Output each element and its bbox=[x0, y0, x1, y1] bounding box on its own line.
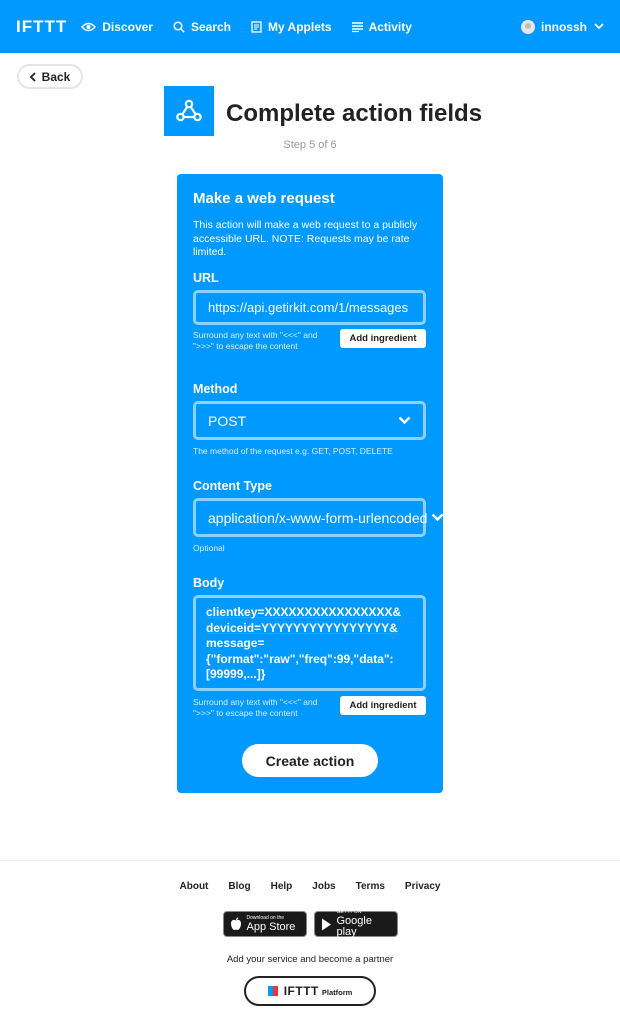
url-input[interactable]: https://api.getirkit.com/1/messages bbox=[193, 290, 426, 325]
body-line: deviceid=YYYYYYYYYYYYYYYY& bbox=[206, 620, 398, 635]
app-store-small-text: Download on the bbox=[246, 914, 285, 921]
footer-links bbox=[0, 881, 620, 892]
body-line: [99999,...]} bbox=[206, 667, 266, 681]
google-play-big-text: Google play bbox=[336, 915, 372, 938]
google-play-icon bbox=[321, 918, 332, 931]
create-action-button[interactable]: Create action bbox=[242, 744, 378, 777]
footer-link-jobs[interactable]: Jobs bbox=[312, 881, 336, 892]
eye-icon bbox=[81, 22, 96, 32]
method-helper-text: The method of the request e.g. GET, POST, DELETE bbox=[193, 446, 393, 456]
content-type-helper-text: Optional bbox=[193, 543, 225, 553]
ifttt-platform-button[interactable] bbox=[244, 976, 376, 1006]
method-label: Method bbox=[193, 382, 238, 396]
content-type-select[interactable] bbox=[193, 498, 426, 537]
back-label: Back bbox=[41, 69, 71, 84]
activity-list-icon bbox=[352, 22, 363, 32]
username: innossh bbox=[540, 19, 587, 34]
app-store-big-text: App Store bbox=[246, 920, 296, 933]
body-add-ingredient-button[interactable]: Add ingredient bbox=[340, 696, 426, 715]
ifttt-logo[interactable]: IFTTT bbox=[16, 16, 68, 36]
action-fields-card bbox=[177, 174, 443, 793]
body-line: {"format":"raw","freq":99,"data": bbox=[206, 651, 394, 666]
body-textarea[interactable] bbox=[193, 595, 426, 691]
platform-name: IFTTT bbox=[283, 984, 319, 998]
avatar bbox=[521, 20, 535, 34]
footer-link-help[interactable]: Help bbox=[270, 881, 293, 892]
nav-discover[interactable] bbox=[81, 20, 153, 34]
nav-discover-label: Discover bbox=[102, 19, 153, 34]
nav-activity[interactable] bbox=[352, 20, 412, 34]
ifttt-platform-logo-icon bbox=[268, 986, 278, 996]
partner-text: Add your service and become a partner bbox=[226, 954, 394, 965]
card-description: This action will make a web request to a publicly accessible URL. NOTE: Requests may be rate limited. bbox=[193, 219, 418, 258]
content-type-label: Content Type bbox=[193, 479, 272, 493]
footer-link-terms[interactable]: Terms bbox=[355, 881, 385, 892]
footer-divider bbox=[0, 860, 620, 861]
app-badges bbox=[0, 911, 620, 937]
google-play-small-text: GET IT ON bbox=[336, 909, 362, 915]
google-play-badge[interactable] bbox=[314, 911, 398, 937]
page-title: Complete action fields bbox=[226, 100, 483, 127]
method-selected-value: POST bbox=[208, 412, 247, 429]
body-label: Body bbox=[193, 576, 225, 590]
search-icon bbox=[173, 21, 185, 33]
footer-link-blog[interactable]: Blog bbox=[228, 881, 251, 892]
content-type-selected-value: application/x-www-form-urlencoded bbox=[208, 509, 428, 526]
footer-link-privacy[interactable]: Privacy bbox=[404, 881, 441, 892]
applets-icon bbox=[251, 21, 262, 33]
body-line: clientkey=XXXXXXXXXXXXXXXX& bbox=[206, 605, 402, 619]
nav-my-applets[interactable] bbox=[251, 20, 332, 34]
card-title: Make a web request bbox=[193, 190, 335, 207]
nav-search[interactable] bbox=[173, 20, 231, 34]
back-button[interactable] bbox=[17, 64, 83, 89]
body-line: message= bbox=[206, 636, 265, 650]
apple-icon bbox=[230, 917, 242, 931]
url-add-ingredient-button[interactable]: Add ingredient bbox=[340, 329, 426, 348]
user-menu[interactable] bbox=[521, 0, 604, 53]
webhooks-icon bbox=[164, 86, 214, 136]
nav-activity-label: Activity bbox=[368, 19, 412, 34]
chevron-down-icon bbox=[594, 23, 604, 30]
method-select[interactable] bbox=[193, 401, 426, 440]
step-indicator: Step 5 of 6 bbox=[283, 139, 337, 151]
url-helper-text: Surround any text with "<<<" and ">>>" to escape the content bbox=[193, 330, 318, 351]
nav-my-applets-label: My Applets bbox=[268, 19, 332, 34]
chevron-down-icon bbox=[431, 513, 444, 522]
platform-sub-label: Platform bbox=[321, 988, 353, 997]
url-label: URL bbox=[193, 271, 219, 285]
chevron-down-icon bbox=[398, 416, 411, 425]
chevron-left-icon bbox=[30, 72, 36, 82]
footer-link-about[interactable]: About bbox=[179, 881, 209, 892]
nav-search-label: Search bbox=[190, 19, 231, 34]
app-store-badge[interactable] bbox=[223, 911, 307, 937]
body-helper-text: Surround any text with "<<<" and ">>>" to escape the content bbox=[193, 697, 318, 718]
top-nav bbox=[0, 0, 620, 53]
